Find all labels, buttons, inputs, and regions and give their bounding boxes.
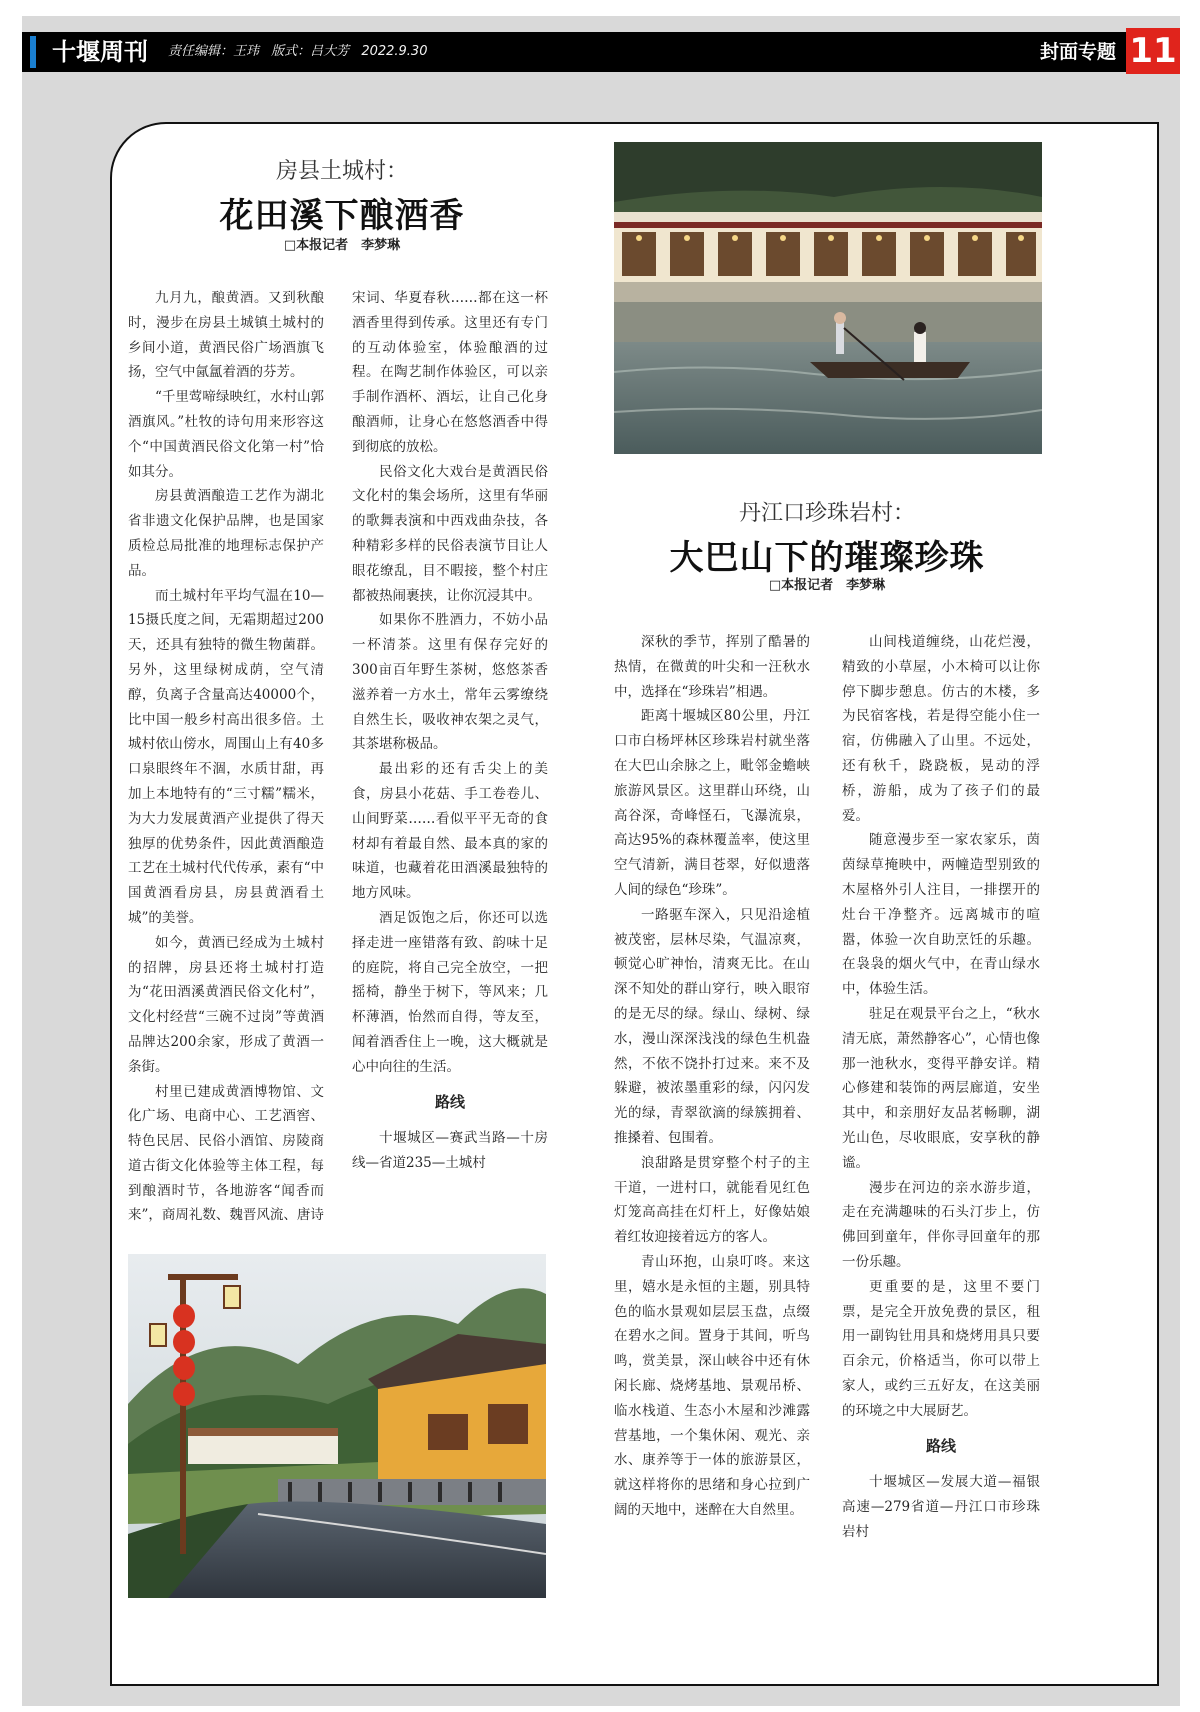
article2-route: 十堰城区—发展大道—福银高速—279省道—丹江口市珍珠岩村 xyxy=(842,1474,1040,1540)
article1-column-1 xyxy=(128,286,324,1228)
layout-editor: 版式：吕大芳 xyxy=(271,44,350,59)
newspaper-logo: 十堰周刊 xyxy=(30,36,160,68)
paragraph: 而土城村年平均气温在10—15摄氏度之间，无霜期超过200天，还具有独特的微生物菌群。另外，这里绿树成荫，空气清醇，负离子含量高达40000个，比中国一般乡村高出很多倍。土城村依山傍水，周围山上有40多口泉眼终年不涸，水质甘甜，再加上本地特有的“三寸糯”糯米，为大力发展黄酒产业提供了得天独厚的优势条件，因此黄酒酿造工艺在土城村代代传承，素有“中国黄酒看房县，房县黄酒看土城”的美誉。 xyxy=(128,587,324,926)
article1-kicker: 房县土城村： xyxy=(275,159,408,184)
article2-column-2 xyxy=(842,630,1040,1545)
issue-date: 2022.9.30 xyxy=(361,44,428,59)
article2-column-1 xyxy=(614,630,810,1523)
editor-name: 责任编辑：王玮 xyxy=(168,44,260,59)
paragraph: 浪甜路是贯穿整个村子的主干道，一进村口，就能看见红色灯笼高高挂在灯杆上，好像姑娘着红妆迎接着远方的客人。 xyxy=(614,1154,810,1246)
paragraph: 民俗文化大戏台是黄酒民俗文化村的集会场所，这里有华丽的歌舞表演和中西戏曲杂技，各种精彩多样的民俗表演节目让人眼花缭乱，目不暇接，整个村庄都被热闹裹挟，让你沉浸其中。 xyxy=(352,463,548,604)
paragraph: 深秋的季节，挥别了酷暑的热情，在微黄的叶尖和一汪秋水中，选择在“珍珠岩”相遇。 xyxy=(614,634,810,700)
paragraph: 一路驱车深入，只见沿途植被茂密，层林尽染，气温凉爽，顿觉心旷神怡，清爽无比。在山深不知处的群山穿行，映入眼帘的是无尽的绿。绿山、绿树、绿水，漫山深深浅浅的绿色生机盎然，不依不饶扑打过来。来不及躲避，被浓墨重彩的绿，闪闪发光的绿，青翠欲滴的绿簇拥着、推搡着、包围着。 xyxy=(614,906,810,1146)
village-photo-art xyxy=(128,1254,546,1598)
paragraph: “千里莺啼绿映红，水村山郭酒旗风。”杜牧的诗句用来形容这个“中国黄酒民俗文化第一村”恰如其分。 xyxy=(128,389,324,480)
article2-title: 大巴山下的璀璨珍珠 xyxy=(669,538,985,578)
paragraph: 青山环抱，山泉叮咚。来这里，嬉水是永恒的主题，别具特色的临水景观如层层玉盘，点缀在碧水之间。置身于其间，听鸟鸣，赏美景，深山峡谷中还有休闲长廊、烧烤基地、景观吊桥、临水栈道、生态小木屋和沙滩露营基地，一个集休闲、观光、亲水、康养等于一体的旅游景区，就这样将你的思绪和身心拉到广阔的天地中，迷醉在大自然里。 xyxy=(614,1253,810,1518)
article1-title: 花田溪下酿酒香 xyxy=(219,196,465,236)
paragraph: 更重要的是，这里不要门票，是完全开放免费的景区，租用一副钩钍用具和烧烤用具只要百余元，价格适当，你可以带上家人，或约三五好友，在这美丽的环境之中大展厨艺。 xyxy=(842,1278,1040,1419)
paragraph: 随意漫步至一家农家乐，茵茵绿草掩映中，两幢造型别致的木屋格外引人注目，一排摆开的灶台干净整齐。远离城市的喧嚣，体验一次自助烹饪的乐趣。在袅袅的烟火气中，在青山绿水中，体验生活。 xyxy=(842,832,1040,998)
river-photo-art xyxy=(614,142,1042,454)
river-corridor-boat-photo xyxy=(614,142,1042,454)
paragraph: 距离十堰城区80公里，丹江口市白杨坪林区珍珠岩村就坐落在大巴山余脉之上，毗邻金蟾峡旅游风景区。这里群山环绕，山高谷深，奇峰怪石，飞瀑流泉，高达95%的森林覆盖率，使这里空气清新，满目苍翠，好似遗落人间的绿色“珍珠”。 xyxy=(614,708,810,898)
article2-route-heading: 路线 xyxy=(925,1436,956,1455)
paragraph: 山间栈道缠绕，山花烂漫，精致的小草屋，小木椅可以让你停下脚步憩息。仿古的木楼，多为民宿客栈，若是得空能小住一宿，仿佛融入了山里。不远处，还有秋千，跷跷板，晃动的浮桥，游船，成为了孩子们的最爱。 xyxy=(842,634,1040,824)
paragraph: 宋词、华夏春秋……都在这一杯酒香里得到传承。这里还有专门的互动体验室，体验酿酒的过程。在陶艺制作体验区，可以亲手制作酒杯、酒坛，让自己化身酿酒师，让身心在悠悠酒香中得到彻底的放松。 xyxy=(352,290,548,455)
article1-route: 十堰城区—赛武当路—十房线—省道235—土城村 xyxy=(352,1130,548,1172)
paragraph: 驻足在观景平台之上，“秋水清无底，萧然静客心”，心情也像那一池秋水，变得平静安详。精心修建和装饰的两层廊道，安坐其中，和亲朋好友品茗畅聊，湖光山色，尽收眼底，安享秋的静谧。 xyxy=(842,1005,1040,1171)
article1-column-2 xyxy=(352,286,548,1176)
article2-kicker: 丹江口珍珠岩村： xyxy=(738,501,915,526)
content-card xyxy=(110,122,1159,1686)
page-number: 11 xyxy=(1126,28,1180,74)
editor-credits xyxy=(168,42,435,62)
village-lantern-street-photo xyxy=(128,1254,546,1598)
article2-byline: □本报记者 李梦琳 xyxy=(768,578,886,593)
paragraph: 九月九，酿黄酒。又到秋酿时，漫步在房县土城镇土城村的乡间小道，黄酒民俗广场酒旗飞扬，空气中氤氲着酒的芬芳。 xyxy=(128,290,324,381)
section-title: 封面专题 xyxy=(1039,41,1116,63)
paragraph: 漫步在河边的亲水游步道，走在充满趣味的石头汀步上，仿佛回到童年，伴你寻回童年的那一份乐趣。 xyxy=(842,1179,1040,1270)
paragraph: 如果你不胜酒力，不妨小品一杯清茶。这里有保存完好的300亩百年野生茶树，悠悠茶香滋养着一方水土，常年云雾缭绕自然生长，吸收神农架之灵气，其茶堪称极品。 xyxy=(352,612,548,753)
paragraph: 房县黄酒酿造工艺作为湖北省非遗文化保护品牌，也是国家质检总局批准的地理标志保护产品。 xyxy=(128,488,324,579)
paragraph: 最出彩的还有舌尖上的美食，房县小花菇、手工卷卷儿、山间野菜……看似平平无奇的食材却有着最自然、最本真的家的味道，也藏着花田酒溪最独特的地方风味。 xyxy=(352,761,548,902)
paragraph: 酒足饭饱之后，你还可以选择走进一座错落有致、韵味十足的庭院，将自己完全放空，一把摇椅，静坐于树下，等风来；几杯薄酒，怡然而自得，等友至，闻着酒香住上一晚，这大概就是心中向往的生活。 xyxy=(352,909,548,1075)
header-bar xyxy=(22,32,1180,72)
article1-route-heading: 路线 xyxy=(434,1092,465,1111)
paragraph: 如今，黄酒已经成为土城村的招牌，房县还将土城村打造为“花田酒溪黄酒民俗文化村”，文化村经营“三碗不过岗”等黄酒品牌达200余家，形成了黄酒一条街。 xyxy=(128,934,324,1075)
paragraph: 村里已建成黄酒博物馆、文化广场、电商中心、工艺酒窖、特色民居、民俗小酒馆、房陵商道古街文化体验等主体工程，每到酿酒时节，各地游客“闻香而来”，商周礼数、魏晋风流、唐诗 xyxy=(128,1083,324,1224)
article1-byline: □本报记者 李梦琳 xyxy=(283,238,401,253)
